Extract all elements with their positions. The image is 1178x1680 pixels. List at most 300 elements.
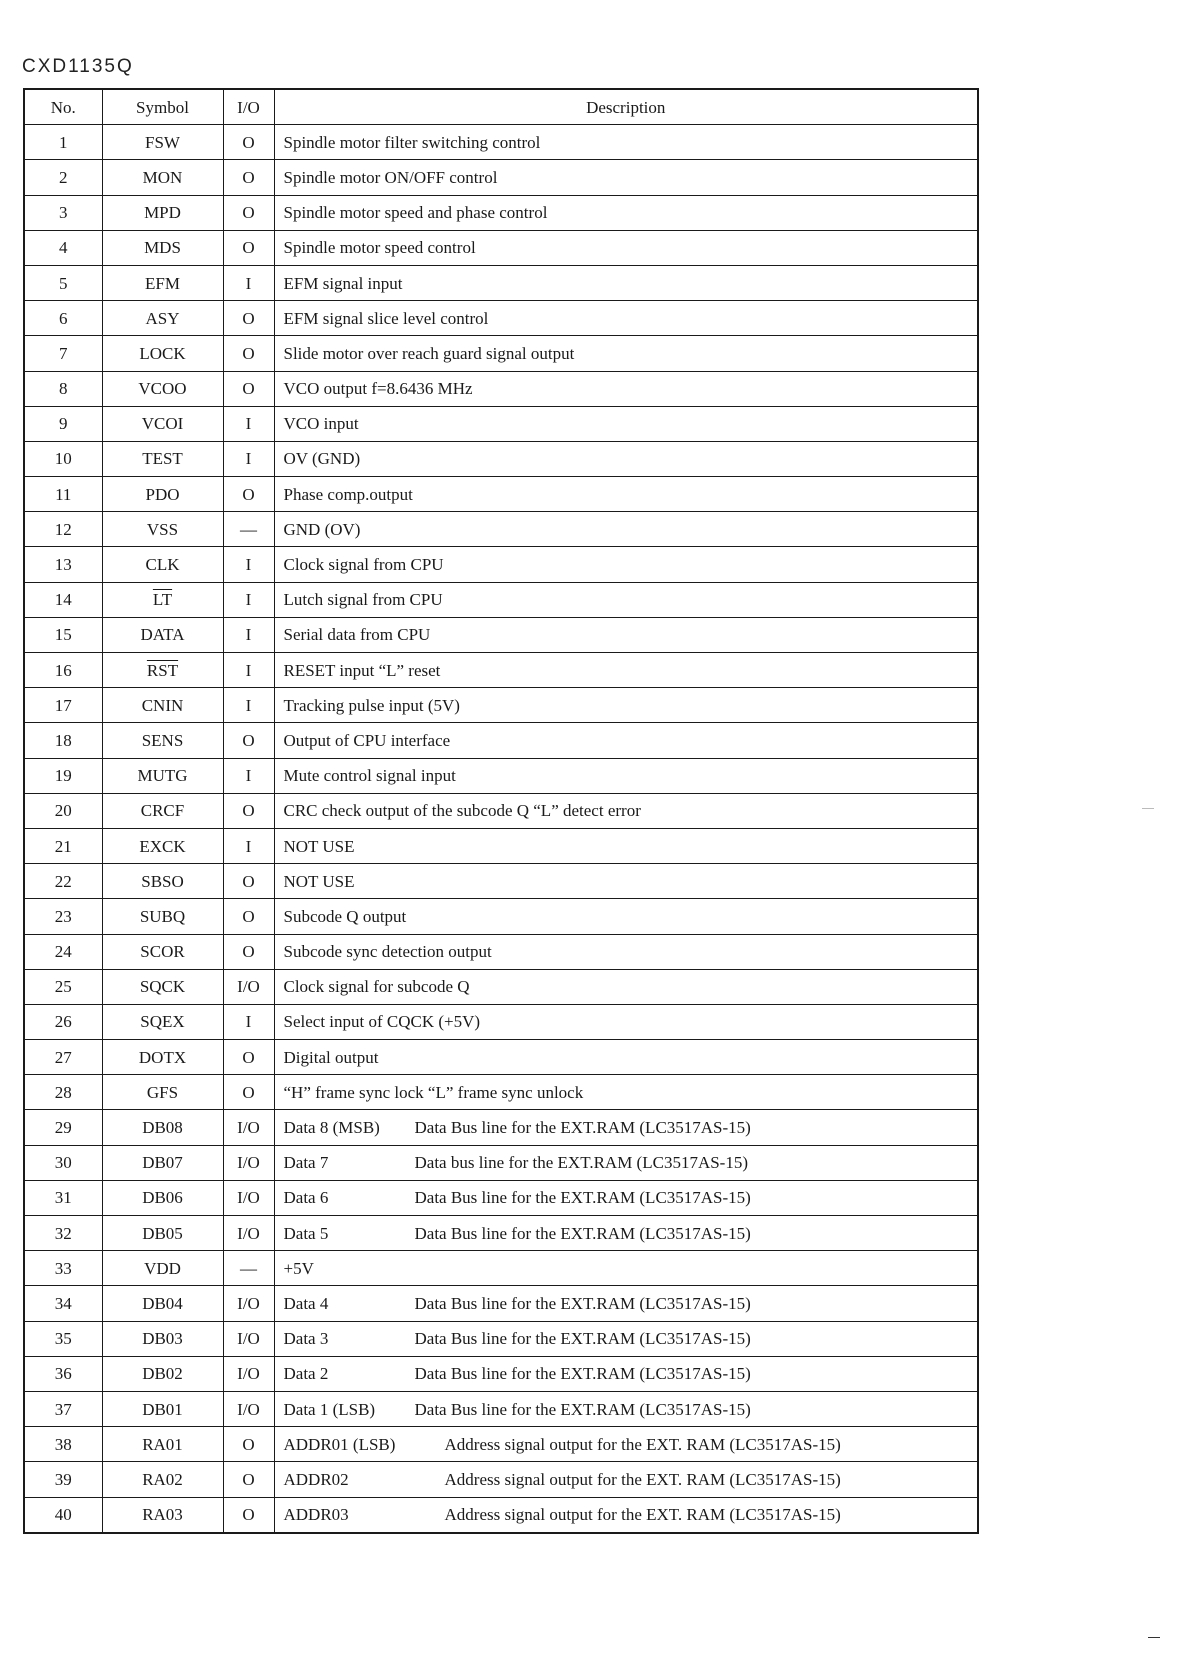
pin-io: I/O — [223, 1391, 274, 1426]
pin-number: 40 — [24, 1497, 102, 1533]
pin-io: I — [223, 688, 274, 723]
pin-symbol — [102, 406, 223, 441]
pin-io: O — [223, 336, 274, 371]
pin-description-text: Output of CPU interface — [283, 730, 451, 750]
pin-symbol-text: DB03 — [142, 1329, 183, 1349]
pin-symbol-text: CLK — [145, 555, 180, 575]
pin-symbol — [102, 1110, 223, 1145]
pin-symbol — [102, 1145, 223, 1180]
pin-symbol — [102, 512, 223, 547]
pin-symbol-text: VCOI — [141, 414, 184, 434]
pin-description-text: Data 5 — [283, 1223, 329, 1243]
pin-io: O — [223, 934, 274, 969]
pin-symbol — [102, 1286, 223, 1321]
header-symbol: Symbol — [102, 89, 223, 125]
pin-description — [274, 793, 978, 828]
pin-number: 7 — [24, 336, 102, 371]
pin-number: 15 — [24, 617, 102, 652]
pin-description-text: GND (OV) — [283, 519, 361, 539]
pin-symbol-text: RA03 — [142, 1505, 183, 1525]
pin-symbol — [102, 793, 223, 828]
table-row — [24, 1180, 978, 1215]
pin-description — [274, 1286, 978, 1321]
pin-description — [274, 934, 978, 969]
pin-description-table — [23, 88, 979, 1534]
pin-symbol-text: VDD — [144, 1258, 181, 1278]
pin-symbol-text: PDO — [145, 484, 180, 504]
pin-description — [274, 265, 978, 300]
pin-io: I — [223, 653, 274, 688]
pin-symbol-text: EXCK — [139, 836, 186, 856]
pin-symbol-text: SCOR — [140, 942, 185, 962]
pin-symbol — [102, 160, 223, 195]
pin-description-text: Data 1 (LSB) — [283, 1399, 376, 1419]
pin-description-detail: Data bus line for the EXT.RAM (LC3517AS-15) — [414, 1153, 748, 1173]
pin-number: 31 — [24, 1180, 102, 1215]
pin-io: I/O — [223, 1180, 274, 1215]
pin-number: 28 — [24, 1075, 102, 1110]
pin-symbol — [102, 1356, 223, 1391]
pin-description — [274, 688, 978, 723]
pin-description — [274, 1110, 978, 1145]
pin-symbol-text: DB06 — [142, 1188, 183, 1208]
pin-number: 4 — [24, 230, 102, 265]
pin-symbol-text: SENS — [141, 730, 184, 750]
table-header-row — [24, 89, 978, 125]
table-row — [24, 1427, 978, 1462]
table-row — [24, 301, 978, 336]
pin-description-text: Lutch signal from CPU — [283, 590, 443, 610]
table-row — [24, 1286, 978, 1321]
pin-symbol-text: $\overline{LT}$ — [152, 590, 173, 610]
table-row — [24, 899, 978, 934]
pin-description — [274, 1075, 978, 1110]
pin-symbol-text: DOTX — [138, 1047, 187, 1067]
pin-symbol — [102, 265, 223, 300]
pin-symbol — [102, 758, 223, 793]
pin-number: 1 — [24, 125, 102, 160]
pin-description-detail: Address signal output for the EXT. RAM (LC3517AS-15) — [444, 1505, 841, 1525]
pin-io: — — [223, 512, 274, 547]
table-row — [24, 1145, 978, 1180]
pin-symbol — [102, 1004, 223, 1039]
table-row — [24, 1321, 978, 1356]
pin-description — [274, 1216, 978, 1251]
pin-number: 33 — [24, 1251, 102, 1286]
pin-symbol-text: TEST — [142, 449, 183, 469]
pin-number: 12 — [24, 512, 102, 547]
table-row — [24, 441, 978, 476]
pin-description-text: ADDR02 — [283, 1469, 349, 1489]
header-io: I/O — [223, 89, 274, 125]
table-row — [24, 793, 978, 828]
pin-symbol-text: RA01 — [142, 1434, 183, 1454]
pin-number: 21 — [24, 828, 102, 863]
pin-description — [274, 371, 978, 406]
pin-io: O — [223, 864, 274, 899]
pin-description — [274, 1391, 978, 1426]
table-row — [24, 828, 978, 863]
pin-symbol — [102, 1180, 223, 1215]
pin-symbol — [102, 230, 223, 265]
pin-description-text: Tracking pulse input (5V) — [283, 695, 460, 715]
pin-description — [274, 1427, 978, 1462]
pin-symbol-text: DB04 — [142, 1293, 183, 1313]
pin-symbol-text: DB05 — [142, 1223, 183, 1243]
table-row — [24, 582, 978, 617]
pin-description — [274, 441, 978, 476]
pin-description-text: Clock signal from CPU — [283, 555, 444, 575]
pin-description-text: Data 6 — [283, 1188, 329, 1208]
pin-symbol — [102, 1497, 223, 1533]
pin-description-detail: Address signal output for the EXT. RAM (LC3517AS-15) — [444, 1469, 841, 1489]
pin-symbol — [102, 547, 223, 582]
document-code: CXD1135Q — [22, 56, 134, 77]
table-row — [24, 160, 978, 195]
pin-io: I/O — [223, 969, 274, 1004]
pin-description — [274, 1145, 978, 1180]
header-no: No. — [24, 89, 102, 125]
pin-number: 13 — [24, 547, 102, 582]
pin-symbol-text: GFS — [146, 1082, 179, 1102]
table-row — [24, 336, 978, 371]
pin-symbol-text: MON — [142, 167, 183, 187]
pin-io: O — [223, 371, 274, 406]
pin-description — [274, 617, 978, 652]
pin-io: I — [223, 441, 274, 476]
pin-number: 11 — [24, 477, 102, 512]
pin-description-detail: Data Bus line for the EXT.RAM (LC3517AS-15) — [414, 1223, 751, 1243]
pin-symbol-text: SBSO — [141, 871, 184, 891]
pin-symbol — [102, 828, 223, 863]
pin-symbol-text: MUTG — [137, 766, 188, 786]
pin-io: O — [223, 477, 274, 512]
pin-io: O — [223, 125, 274, 160]
pin-number: 22 — [24, 864, 102, 899]
table-row — [24, 477, 978, 512]
pin-number: 23 — [24, 899, 102, 934]
pin-symbol — [102, 336, 223, 371]
pin-number: 19 — [24, 758, 102, 793]
pin-symbol — [102, 371, 223, 406]
pin-number: 38 — [24, 1427, 102, 1462]
pin-description — [274, 336, 978, 371]
pin-number: 34 — [24, 1286, 102, 1321]
table-row — [24, 653, 978, 688]
pin-symbol-text: CRCF — [140, 801, 185, 821]
pin-description-text: Data 2 — [283, 1364, 329, 1384]
pin-description-text: Data 7 — [283, 1153, 329, 1173]
pin-number: 2 — [24, 160, 102, 195]
table-row — [24, 125, 978, 160]
pin-number: 29 — [24, 1110, 102, 1145]
pin-io: O — [223, 1075, 274, 1110]
pin-symbol-text: MPD — [144, 203, 181, 223]
pin-number: 20 — [24, 793, 102, 828]
pin-symbol — [102, 1321, 223, 1356]
pin-description — [274, 230, 978, 265]
table-row — [24, 864, 978, 899]
pin-description-text: NOT USE — [283, 871, 355, 891]
table-row — [24, 758, 978, 793]
pin-description-text: NOT USE — [283, 836, 355, 856]
pin-symbol — [102, 582, 223, 617]
pin-io: I — [223, 617, 274, 652]
table-row — [24, 547, 978, 582]
pin-io: I — [223, 828, 274, 863]
pin-io: O — [223, 1040, 274, 1075]
pin-symbol — [102, 899, 223, 934]
pin-description-text: Slide motor over reach guard signal output — [283, 343, 575, 363]
pin-description — [274, 1040, 978, 1075]
table-row — [24, 512, 978, 547]
pin-number: 35 — [24, 1321, 102, 1356]
pin-description — [274, 582, 978, 617]
pin-description-detail: Data Bus line for the EXT.RAM (LC3517AS-15) — [414, 1399, 751, 1419]
pin-symbol — [102, 1216, 223, 1251]
pin-number: 18 — [24, 723, 102, 758]
pin-symbol-text: DB01 — [142, 1399, 183, 1419]
pin-description-text: RESET input “L” reset — [283, 660, 441, 680]
pin-symbol — [102, 125, 223, 160]
pin-description — [274, 1180, 978, 1215]
pin-description-detail: Data Bus line for the EXT.RAM (LC3517AS-15) — [414, 1364, 751, 1384]
pin-description-text: CRC check output of the subcode Q “L” detect error — [283, 801, 641, 821]
pin-description — [274, 758, 978, 793]
pin-description-text: Data 4 — [283, 1293, 329, 1313]
pin-io: I — [223, 758, 274, 793]
pin-number: 25 — [24, 969, 102, 1004]
pin-symbol — [102, 934, 223, 969]
pin-description — [274, 1004, 978, 1039]
pin-description-text: Data 3 — [283, 1329, 329, 1349]
pin-symbol-text: ASY — [145, 308, 180, 328]
pin-description-detail: Data Bus line for the EXT.RAM (LC3517AS-15) — [414, 1329, 751, 1349]
table-row — [24, 1216, 978, 1251]
table-row — [24, 969, 978, 1004]
pin-number: 39 — [24, 1462, 102, 1497]
pin-description — [274, 828, 978, 863]
pin-io: O — [223, 899, 274, 934]
table-row — [24, 1251, 978, 1286]
pin-io: I/O — [223, 1145, 274, 1180]
pin-number: 8 — [24, 371, 102, 406]
pin-description — [274, 899, 978, 934]
scan-mark — [1148, 1637, 1160, 1638]
pin-number: 26 — [24, 1004, 102, 1039]
table-row — [24, 230, 978, 265]
pin-symbol — [102, 1040, 223, 1075]
pin-io: I — [223, 406, 274, 441]
pin-symbol — [102, 301, 223, 336]
pin-io: O — [223, 1497, 274, 1533]
pin-io: I/O — [223, 1321, 274, 1356]
pin-description — [274, 723, 978, 758]
pin-symbol-text: VSS — [146, 519, 179, 539]
pin-symbol-text: RA02 — [142, 1469, 183, 1489]
table-row — [24, 688, 978, 723]
pin-description-text: Phase comp.output — [283, 484, 413, 504]
pin-symbol-text: DB08 — [142, 1118, 183, 1138]
pin-description — [274, 125, 978, 160]
pin-description — [274, 1462, 978, 1497]
pin-description — [274, 864, 978, 899]
pin-description-text: EFM signal input — [283, 273, 403, 293]
pin-io: I — [223, 547, 274, 582]
table-row — [24, 934, 978, 969]
pin-number: 32 — [24, 1216, 102, 1251]
pin-description-text: Subcode sync detection output — [283, 942, 492, 962]
pin-number: 30 — [24, 1145, 102, 1180]
pin-symbol — [102, 1391, 223, 1426]
pin-number: 16 — [24, 653, 102, 688]
header-description: Description — [274, 89, 978, 125]
pin-symbol-text: $\overline{RST}$ — [146, 660, 179, 680]
scan-mark — [1142, 808, 1154, 809]
pin-symbol-text: EFM — [145, 273, 180, 293]
pin-symbol — [102, 969, 223, 1004]
pin-number: 10 — [24, 441, 102, 476]
pin-io: I/O — [223, 1216, 274, 1251]
pin-symbol — [102, 864, 223, 899]
pin-io: O — [223, 195, 274, 230]
pin-description-text: Spindle motor speed and phase control — [283, 203, 548, 223]
pin-description-text: ADDR03 — [283, 1505, 349, 1525]
pin-io: O — [223, 301, 274, 336]
pin-number: 14 — [24, 582, 102, 617]
pin-description — [274, 1497, 978, 1533]
pin-description-text: Spindle motor filter switching control — [283, 132, 541, 152]
table-row — [24, 1110, 978, 1145]
pin-number: 17 — [24, 688, 102, 723]
pin-description-text: Digital output — [283, 1047, 379, 1067]
pin-number: 6 — [24, 301, 102, 336]
pin-symbol-text: DB07 — [142, 1153, 183, 1173]
pin-io: O — [223, 1462, 274, 1497]
pin-symbol — [102, 441, 223, 476]
table-row — [24, 195, 978, 230]
pin-symbol-text: SUBQ — [139, 906, 186, 926]
pin-description-text: Subcode Q output — [283, 906, 407, 926]
table-row — [24, 1462, 978, 1497]
pin-symbol — [102, 1251, 223, 1286]
pin-description-detail: Data Bus line for the EXT.RAM (LC3517AS-15) — [414, 1293, 751, 1313]
pin-description — [274, 477, 978, 512]
pin-number: 36 — [24, 1356, 102, 1391]
pin-io: — — [223, 1251, 274, 1286]
pin-symbol — [102, 653, 223, 688]
pin-symbol — [102, 723, 223, 758]
pin-io: O — [223, 230, 274, 265]
pin-description-detail: Address signal output for the EXT. RAM (LC3517AS-15) — [444, 1434, 841, 1454]
pin-io: O — [223, 723, 274, 758]
pin-description-detail: Data Bus line for the EXT.RAM (LC3517AS-15) — [414, 1118, 751, 1138]
pin-io: I/O — [223, 1110, 274, 1145]
pin-description — [274, 1251, 978, 1286]
pin-description — [274, 301, 978, 336]
pin-description — [274, 547, 978, 582]
pin-description — [274, 1321, 978, 1356]
pin-description-text: +5V — [283, 1258, 314, 1278]
pin-description — [274, 512, 978, 547]
pin-symbol-text: FSW — [145, 132, 180, 152]
pin-symbol-text: SQCK — [139, 977, 186, 997]
pin-symbol — [102, 1075, 223, 1110]
pin-description-detail: Data Bus line for the EXT.RAM (LC3517AS-15) — [414, 1188, 751, 1208]
pin-io: I/O — [223, 1286, 274, 1321]
table-row — [24, 1075, 978, 1110]
pin-description — [274, 1356, 978, 1391]
pin-symbol-text: DATA — [140, 625, 185, 645]
table-row — [24, 1004, 978, 1039]
pin-symbol-text: SQEX — [140, 1012, 185, 1032]
pin-description-text: Data 8 (MSB) — [283, 1118, 380, 1138]
pin-io: I — [223, 265, 274, 300]
pin-description — [274, 195, 978, 230]
pin-symbol-text: VCOO — [138, 379, 187, 399]
pin-description-text: Clock signal for subcode Q — [283, 977, 470, 997]
pin-symbol — [102, 1427, 223, 1462]
pin-description-text: ADDR01 (LSB) — [283, 1434, 396, 1454]
pin-number: 9 — [24, 406, 102, 441]
pin-description-text: Spindle motor speed control — [283, 238, 476, 258]
pin-description-text: EFM signal slice level control — [283, 308, 489, 328]
pin-number: 24 — [24, 934, 102, 969]
table-row — [24, 371, 978, 406]
table-row — [24, 723, 978, 758]
pin-symbol — [102, 688, 223, 723]
pin-description-text: Spindle motor ON/OFF control — [283, 167, 498, 187]
pin-description-text: Serial data from CPU — [283, 625, 431, 645]
pin-number: 5 — [24, 265, 102, 300]
pin-number: 37 — [24, 1391, 102, 1426]
table-row — [24, 1040, 978, 1075]
table-row — [24, 1356, 978, 1391]
pin-io: I — [223, 1004, 274, 1039]
pin-io: I — [223, 582, 274, 617]
table-row — [24, 406, 978, 441]
table-row — [24, 265, 978, 300]
pin-symbol — [102, 195, 223, 230]
pin-description — [274, 160, 978, 195]
pin-description-text: “H” frame sync lock “L” frame sync unlock — [283, 1082, 584, 1102]
pin-symbol-text: CNIN — [141, 695, 184, 715]
pin-number: 3 — [24, 195, 102, 230]
pin-description-text: Select input of CQCK (+5V) — [283, 1012, 481, 1032]
pin-io: O — [223, 160, 274, 195]
pin-number: 27 — [24, 1040, 102, 1075]
pin-symbol-text: LOCK — [139, 343, 186, 363]
pin-symbol — [102, 477, 223, 512]
pin-description-text: VCO output f=8.6436 MHz — [283, 379, 473, 399]
pin-io: I/O — [223, 1356, 274, 1391]
pin-description — [274, 969, 978, 1004]
table-row — [24, 1497, 978, 1533]
pin-symbol — [102, 617, 223, 652]
pin-description-text: Mute control signal input — [283, 766, 456, 786]
pin-description-text: VCO input — [283, 414, 359, 434]
pin-io: O — [223, 793, 274, 828]
pin-description — [274, 653, 978, 688]
table-row — [24, 617, 978, 652]
pin-io: O — [223, 1427, 274, 1462]
pin-symbol-text: DB02 — [142, 1364, 183, 1384]
pin-symbol-text: MDS — [144, 238, 181, 258]
table-row — [24, 1391, 978, 1426]
pin-description — [274, 406, 978, 441]
pin-symbol — [102, 1462, 223, 1497]
pin-description-text: OV (GND) — [283, 449, 361, 469]
